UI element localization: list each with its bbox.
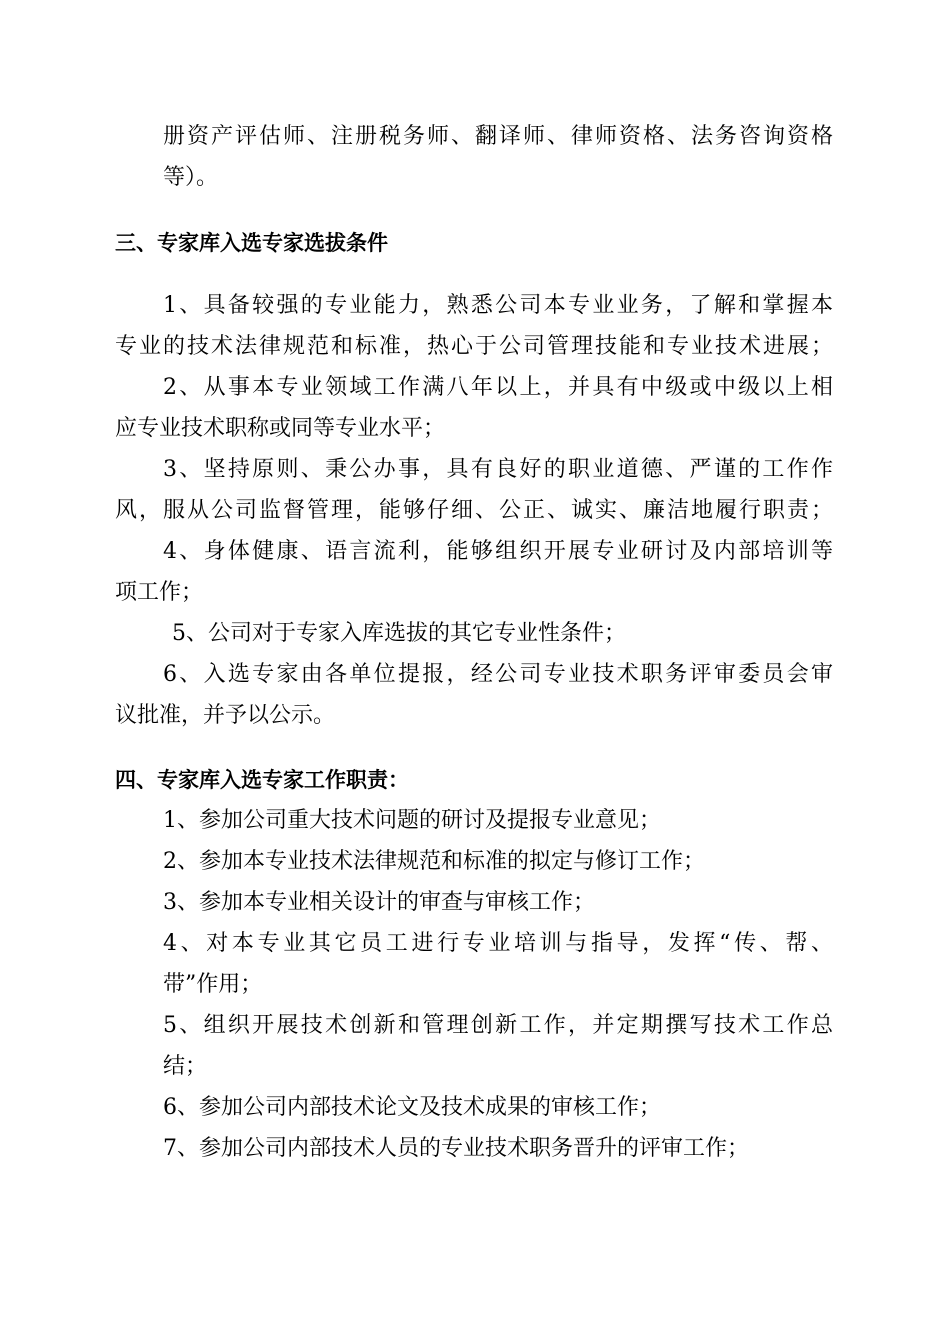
list-item: 7、参加公司内部技术人员的专业技术职务晋升的评审工作； xyxy=(163,1136,749,1161)
list-item-continuation: 议批准，并予以公示。 xyxy=(115,703,336,728)
list-item-continuation: 项工作； xyxy=(115,580,204,605)
list-item-continuation: 带”作用； xyxy=(163,972,263,997)
list-item: 2、参加本专业技术法律规范和标准的拟定与修订工作； xyxy=(163,849,705,874)
list-item: 1、参加公司重大技术问题的研讨及提报专业意见； xyxy=(163,808,661,833)
section-heading: 三、专家库入选专家选拔条件 xyxy=(115,231,388,255)
list-item: 4、对本专业其它员工进行专业培训与指导，发挥“传、帮、 xyxy=(163,931,833,956)
list-item: 5、公司对于专家入库选拔的其它专业性条件； xyxy=(172,621,626,646)
list-item: 4、身体健康、语言流利，能够组织开展专业研讨及内部培训等 xyxy=(163,539,833,564)
list-item: 6、参加公司内部技术论文及技术成果的审核工作； xyxy=(163,1095,661,1120)
list-item-continuation: 风，服从公司监督管理，能够仔细、公正、诚实、廉洁地履行职责； xyxy=(115,498,833,523)
list-item: 1、具备较强的专业能力，熟悉公司本专业业务，了解和掌握本 xyxy=(163,293,833,318)
list-item-continuation: 专业的技术法律规范和标准，热心于公司管理技能和专业技术进展； xyxy=(115,334,833,359)
list-item: 3、参加本专业相关设计的审查与审核工作； xyxy=(163,890,595,915)
list-item-continuation: 结； xyxy=(163,1054,208,1079)
paragraph-line: 等）。 xyxy=(163,165,219,190)
paragraph-line: 册资产评估师、注册税务师、翻译师、律师资格、法务咨询资格 xyxy=(163,124,833,149)
list-item: 5、组织开展技术创新和管理创新工作，并定期撰写技术工作总 xyxy=(163,1013,833,1038)
list-item-continuation: 应专业技术职称或同等专业水平； xyxy=(115,416,446,441)
list-item: 2、从事本专业领域工作满八年以上，并具有中级或中级以上相 xyxy=(163,375,833,400)
section-heading: 四、专家库入选专家工作职责： xyxy=(115,768,409,792)
list-item: 6、入选专家由各单位提报，经公司专业技术职务评审委员会审 xyxy=(163,662,833,687)
list-item: 3、坚持原则、秉公办事，具有良好的职业道德、严谨的工作作 xyxy=(163,457,833,482)
